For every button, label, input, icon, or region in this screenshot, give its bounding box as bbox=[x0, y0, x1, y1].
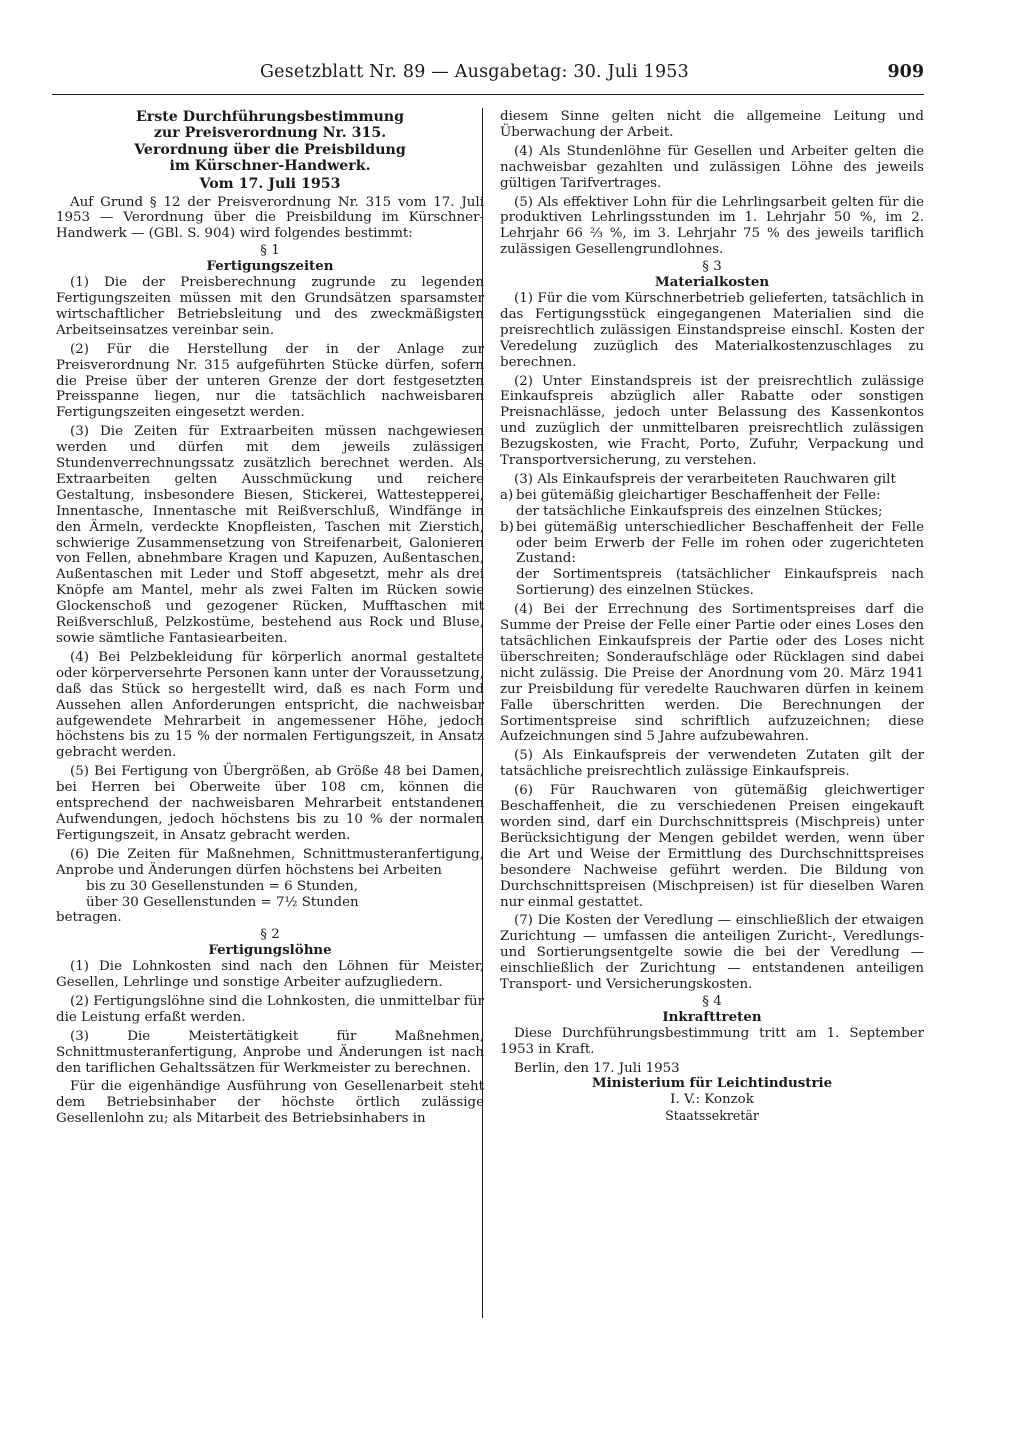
list-text: bei gütemäßig unterschiedlicher Beschaffenheit der Felle oder beim Erwerb der Felle im rohen oder zugerichteten Zustand: bbox=[516, 519, 924, 567]
paragraph-continuation: diesem Sinne gelten nicht die allgemeine Leitung und Überwachung der Arbeit. bbox=[500, 109, 924, 140]
section-title: Materialkosten bbox=[654, 274, 770, 291]
paragraph: (4) Bei der Errechnung des Sortimentspreises darf die Summe der Preise der Felle einer Partie oder eines Loses den tatsächlichen Einkaufspreis der Partie oder des Loses nicht überschreiten; Sonderaufschläge oder Rücklagen sind dabei nicht zulässig. Die Preise der Anordnung vom 20. März 1941 zur Preisbildung für veredelte Rauchwaren dürfen in keinem Falle überschritten werden. Die Berechnungen der Sortimentspreise sind schriftlich aufzuzeichnen; diese Aufzeichnungen sind 5 Jahre aufzubewahren. bbox=[500, 602, 924, 745]
section-title: Inkrafttreten bbox=[662, 1008, 762, 1025]
section-title: Fertigungslöhne bbox=[208, 942, 332, 959]
signing-date: Berlin, den 17. Juli 1953 bbox=[514, 1060, 680, 1076]
gazette-title: Gesetzblatt Nr. 89 — Ausgabetag: 30. Juli 1953 bbox=[260, 62, 689, 82]
paragraph: Für die eigenhändige Ausführung von Gesellenarbeit steht dem Betriebsinhaber der höchste örtlich zulässige Gesellenlohn zu; als Mitarbeit des Betriebsinhabers in bbox=[56, 1079, 484, 1127]
paragraph: (2) Fertigungslöhne sind die Lohnkosten, die unmittelbar für die Leistung erfaßt werden. bbox=[56, 993, 484, 1025]
paragraph: (4) Bei Pelzbekleidung für körperlich anormal gestaltete oder körperversehrte Personen kann unter der Voraussetzung, daß das Stück so hergestellt wird, daß es nach Form und Aussehen allen Anforderungen entspricht, die nachweisbar aufgewendete Mehrarbeit in angemessener Höhe, jedoch höchstens bis zu 15 % der normalen Fertigungszeit, in Ansatz gebracht werden. bbox=[56, 649, 484, 761]
paragraph-end: betragen. bbox=[56, 910, 122, 926]
list-label: b) bbox=[500, 519, 514, 535]
paragraph: (3) Als Einkaufspreis der verarbeiteten Rauchwaren gilt bbox=[514, 471, 896, 487]
paragraph: (1) Die Lohnkosten sind nach den Löhnen für Meister, Gesellen, Lehrlinge und sonstige Arbeiter aufzugliedern. bbox=[56, 959, 484, 991]
paragraph: (3) Die Meistertätigkeit für Maßnehmen, Schnittmusteranfertigung, Anprobe und Änderungen ist nach den tariflichen Gehaltssätzen für Werkmeister zu berechnen. bbox=[56, 1028, 484, 1076]
left-column bbox=[56, 109, 484, 1127]
list-subtext: der Sortimentspreis (tatsächlicher Einkaufspreis nach Sortierung) des einzelnen Stückes. bbox=[516, 567, 924, 599]
section-number: § 1 bbox=[260, 243, 280, 259]
hours-line: bis zu 30 Gesellenstunden = 6 Stunden, bbox=[86, 878, 359, 894]
section-number: § 2 bbox=[260, 927, 280, 943]
heading-line: Verordnung über die Preisbildung bbox=[134, 141, 406, 158]
paragraph: (7) Die Kosten der Veredlung — einschließlich der etwaigen Zurichtung — umfassen die anteiligen Zuricht-, Veredlungs- und Sortierungsentgelte sowie die bei der Veredlung — einschließlich der Zurichtung — entstandenen anteiligen Transport- und Versicherungskosten. bbox=[500, 913, 924, 993]
document-date: Vom 17. Juli 1953 bbox=[199, 175, 341, 192]
signatory-role: Staatssekretär bbox=[665, 1108, 759, 1124]
heading-line: zur Preisverordnung Nr. 315. bbox=[153, 125, 387, 142]
list-item bbox=[500, 488, 924, 504]
paragraph: (6) Für Rauchwaren von gütemäßig gleichwertiger Beschaffenheit, die zu verschiedenen Preisen eingekauft worden sind, darf ein Durchschnittspreis (Mischpreis) unter Berücksichtigung der Mengen gebildet werden, wenn über die Art und Weise der Ermittlung des Durchschnittspreises besondere Nachweise geführt werden. Die Bildung von Durchschnittspreisen (Mischpreisen) ist für dieselben Waren nur einmal gestattet. bbox=[500, 783, 924, 910]
paragraph: (2) Für die Herstellung der in der Anlage zur Preisverordnung Nr. 315 aufgeführten Stücke dürfen, sofern die Preise über der unteren Grenze der dort festgesetzten Preisspanne liegen, nur die tatsächlich nachweisbaren Fertigungszeiten eingesetzt werden. bbox=[56, 341, 484, 421]
paragraph: (1) Für die vom Kürschnerbetrieb gelieferten, tatsächlich in das Fertigungsstück eingegangenen Materialien sind die preisrechtlich zulässigen Einstandspreise einschl. Kosten der Veredelung zuzüglich des Materialkostenzuschlages zu berechnen. bbox=[500, 290, 924, 370]
paragraph: (6) Die Zeiten für Maßnehmen, Schnittmusteranfertigung, Anprobe und Änderungen dürfen höchstens bei Arbeiten bbox=[56, 846, 484, 878]
paragraph: (4) Als Stundenlöhne für Gesellen und Arbeiter gelten die nachweisbar gezahlten und zulässigen Löhne des jeweils gültigen Tarifvertrages. bbox=[500, 143, 924, 191]
paragraph: (5) Bei Fertigung von Übergrößen, ab Größe 48 bei Damen, bei Herren bei Oberweite über 108 cm, können die entsprechend der nachweisbaren Mehrarbeit entstandenen Aufwendungen, jedoch höchstens bis zu 10 % der normalen Fertigungszeit, in Ansatz gebracht werden. bbox=[56, 764, 484, 843]
section-number: § 3 bbox=[702, 259, 722, 275]
paragraph: Diese Durchführungsbestimmung tritt am 1. September 1953 in Kraft. bbox=[500, 1025, 924, 1057]
preamble: Auf Grund § 12 der Preisverordnung Nr. 315 vom 17. Juli 1953 — Verordnung über die Preisbildung im Kürschner-Handwerk — (GBl. S. 904) wird folgendes bestimmt: bbox=[56, 194, 484, 242]
signatory: I. V.: Konzok bbox=[670, 1092, 754, 1108]
right-column bbox=[500, 109, 924, 1124]
page-number: 909 bbox=[887, 62, 924, 82]
heading-line: Erste Durchführungsbestimmung bbox=[135, 109, 405, 125]
heading-line: im Kürschner-Handwerk. bbox=[169, 158, 371, 175]
hours-line: über 30 Gesellenstunden = 7½ Stunden bbox=[86, 894, 359, 910]
list-subtext: der tatsächliche Einkaufspreis des einzelnen Stückes; bbox=[516, 503, 883, 519]
ministry-name: Ministerium für Leichtindustrie bbox=[591, 1075, 833, 1092]
paragraph: (5) Als effektiver Lohn für die Lehrlingsarbeit gelten für die produktiven Lehrlingsstunden im 1. Lehrjahr 50 %, im 2. Lehrjahr 66 ⅔ %, im 3. Lehrjahr 75 % des jeweils tariflich zulässigen Gesellengrundlohnes. bbox=[500, 194, 924, 258]
list-label: a) bbox=[500, 487, 514, 503]
paragraph: (5) Als Einkaufspreis der verwendeten Zutaten gilt der tatsächliche preisrechtlich zulässige Einkaufspreis. bbox=[500, 748, 924, 780]
document-heading bbox=[94, 109, 446, 175]
list-item bbox=[500, 520, 924, 568]
section-number: § 4 bbox=[702, 993, 722, 1009]
paragraph: (2) Unter Einstandspreis ist der preisrechtlich zulässige Einkaufspreis abzüglich aller Rabatte oder sonstigen Preisnachlässe, jedoch unter Belassung des Kassenkontos und zuzüglich der unmittelbaren preisrechtlich zulässigen Bezugskosten, wie Fracht, Porto, Zufuhr, Verpackung und Transportversicherung, zu verstehen. bbox=[500, 373, 924, 469]
paragraph: (3) Die Zeiten für Extraarbeiten müssen nachgewiesen werden und dürfen mit dem jeweils zulässigen Stundenverrechnungssatz zusätzlich berechnet werden. Als Extraarbeiten gelten Ausschmückung und reichere Gestaltung, insbesondere Biesen, Stickerei, Wattestepperei, Innentasche, Innentasche mit Reißverschluß, Windfänge in den Ärmeln, verdeckte Knopfleisten, Taschen mit Zierstich, schwierige Zusammensetzung von Streifenarbeit, Galonieren von Fellen, abnehmbare Kragen und Kapuzen, Außentaschen, Außentaschen mit Leder und Stoff abgesetzt, mehr als drei Knöpfe am Mantel, mehr als zwei Falten im Rücken sowie Glockenschoß und gezogener Rücken, Mufftaschen mit Reißverschluß, Pelzkostüme, bestehend aus Rock und Bluse, sowie sämtliche Fantasiearbeiten. bbox=[56, 424, 484, 646]
list-text: bei gütemäßig gleichartiger Beschaffenheit der Felle: bbox=[516, 487, 881, 503]
section-title: Fertigungszeiten bbox=[206, 258, 334, 275]
paragraph: (1) Die der Preisberechnung zugrunde zu legenden Fertigungszeiten müssen mit den Grundsätzen sparsamster wirtschaftlicher Betriebsleitung und des zweckmäßigsten Arbeitseinsatzes vereinbar sein. bbox=[56, 275, 484, 338]
page-header bbox=[52, 62, 924, 95]
